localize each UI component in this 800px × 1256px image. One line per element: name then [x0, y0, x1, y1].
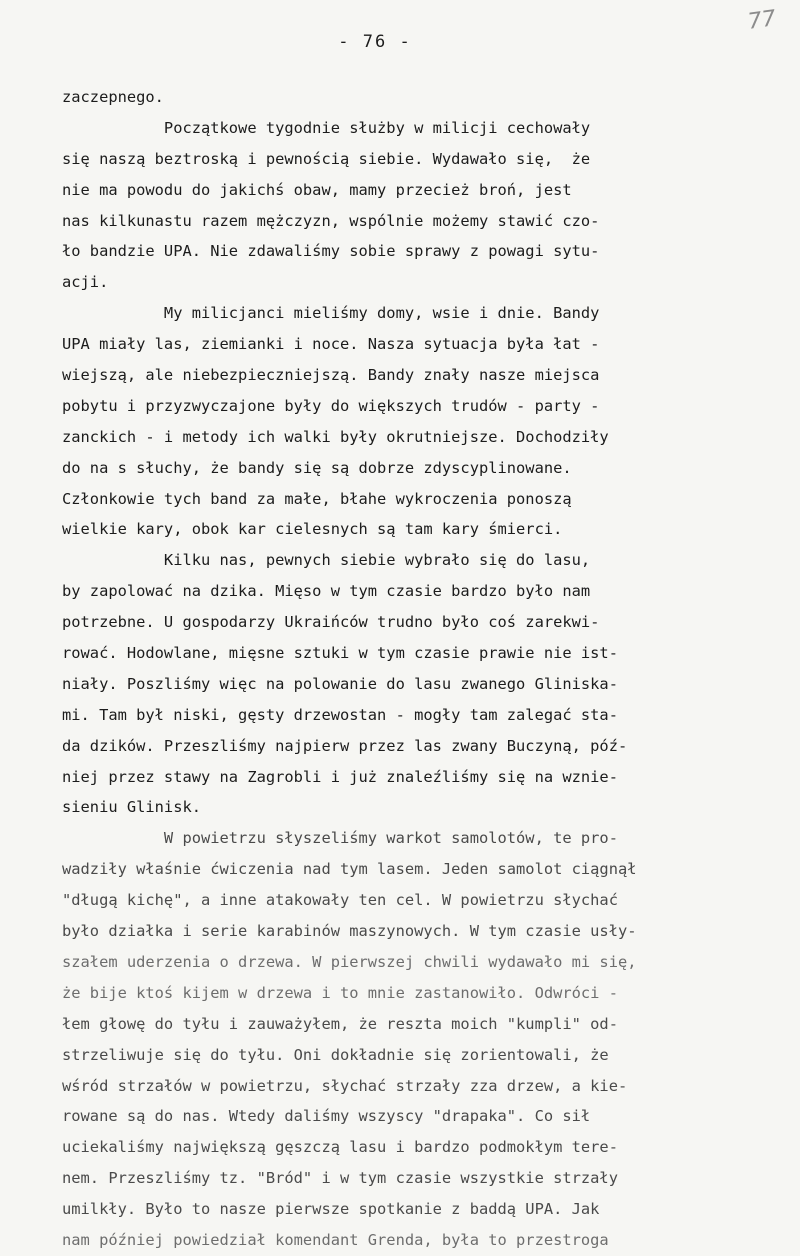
text-line: potrzebne. U gospodarzy Ukraińców trudno było coś zarekwi-	[62, 613, 600, 632]
text-line: W powietrzu słyszeliśmy warkot samolotów, te pro-	[62, 829, 618, 848]
text-line: acji.	[62, 273, 109, 292]
text-line: łem głowę do tyłu i zauważyłem, że reszta moich "kumpli" od-	[62, 1014, 618, 1033]
text-line: by zapolować na dzika. Mięso w tym czasie bardzo było nam	[62, 582, 591, 601]
text-line: nem. Przeszliśmy tz. "Bród" i w tym czasie wszystkie strzały	[62, 1169, 618, 1188]
text-line: wielkie kary, obok kar cielesnych są tam kary śmierci.	[62, 520, 563, 539]
text-line: My milicjanci mieliśmy domy, wsie i dnie. Bandy	[62, 304, 600, 323]
text-line: da dzików. Przeszliśmy najpierw przez las zwany Buczyną, póź-	[62, 736, 628, 755]
text-line: pobytu i przyzwyczajone były do większych trudów - party -	[62, 396, 600, 415]
text-line: było działka i serie karabinów maszynowych. W tym czasie usły-	[62, 922, 637, 941]
text-line: niej przez stawy na Zagrobli i już znaleźliśmy się na wznie-	[62, 767, 618, 786]
text-line: się naszą beztroską i pewnością siebie. Wydawało się, że	[62, 149, 591, 168]
typewritten-text-body	[62, 82, 752, 1256]
text-line: rowane są do nas. Wtedy daliśmy wszyscy "drapaka". Co sił	[62, 1107, 591, 1126]
text-line: strzeliwuje się do tyłu. Oni dokładnie się zorientowali, że	[62, 1045, 609, 1064]
text-line: nas kilkunastu razem mężczyzn, wspólnie możemy stawić czo-	[62, 211, 600, 230]
text-line: wadziły właśnie ćwiczenia nad tym lasem. Jeden samolot ciągnął	[62, 860, 637, 879]
text-line: że bije ktoś kijem w drzewa i to mnie zastanowiło. Odwróci -	[62, 983, 618, 1002]
text-line: "długą kichę", a inne atakowały ten cel. W powietrzu słychać	[62, 891, 618, 910]
text-line: do na s słuchy, że bandy się są dobrze zdyscyplinowane.	[62, 458, 572, 477]
text-line: zaczepnego.	[62, 88, 164, 106]
text-line: Kilku nas, pewnych siebie wybrało się do lasu,	[62, 551, 591, 570]
text-line: rować. Hodowlane, mięsne sztuki w tym czasie prawie nie ist-	[62, 644, 618, 663]
text-line: mi. Tam był niski, gęsty drzewostan - mogły tam zalegać sta-	[62, 705, 618, 724]
text-line: nam później powiedział komendant Grenda, była to przestroga	[62, 1230, 609, 1249]
text-line: szałem uderzenia o drzewa. W pierwszej chwili wydawało mi się,	[62, 952, 637, 971]
page-number: - 76 -	[338, 32, 412, 52]
text-line: wiejszą, ale niebezpieczniejszą. Bandy znały nasze miejsca	[62, 366, 600, 385]
text-line: Początkowe tygodnie służby w milicji cechowały	[62, 118, 591, 137]
text-line: wśród strzałów w powietrzu, słychać strzały zza drzew, a kie-	[62, 1076, 628, 1095]
text-line: umilkły. Było to nasze pierwsze spotkanie z baddą UPA. Jak	[62, 1200, 600, 1219]
text-line: Członkowie tych band za małe, błahe wykroczenia ponoszą	[62, 489, 572, 508]
text-line: uciekaliśmy największą gęszczą lasu i bardzo podmokłym tere-	[62, 1138, 618, 1157]
text-line: niały. Poszliśmy więc na polowanie do lasu zwanego Gliniska-	[62, 674, 618, 693]
handwritten-page-number: 77	[746, 6, 778, 35]
text-line: UPA miały las, ziemianki i noce. Nasza sytuacja była łat -	[62, 335, 600, 354]
text-line: nie ma powodu do jakichś obaw, mamy przecież broń, jest	[62, 180, 572, 199]
text-line: zanckich - i metody ich walki były okrutniejsze. Dochodziły	[62, 427, 609, 446]
text-line: ło bandzie UPA. Nie zdawaliśmy sobie sprawy z powagi sytu-	[62, 242, 600, 261]
text-line: sieniu Glinisk.	[62, 798, 201, 817]
